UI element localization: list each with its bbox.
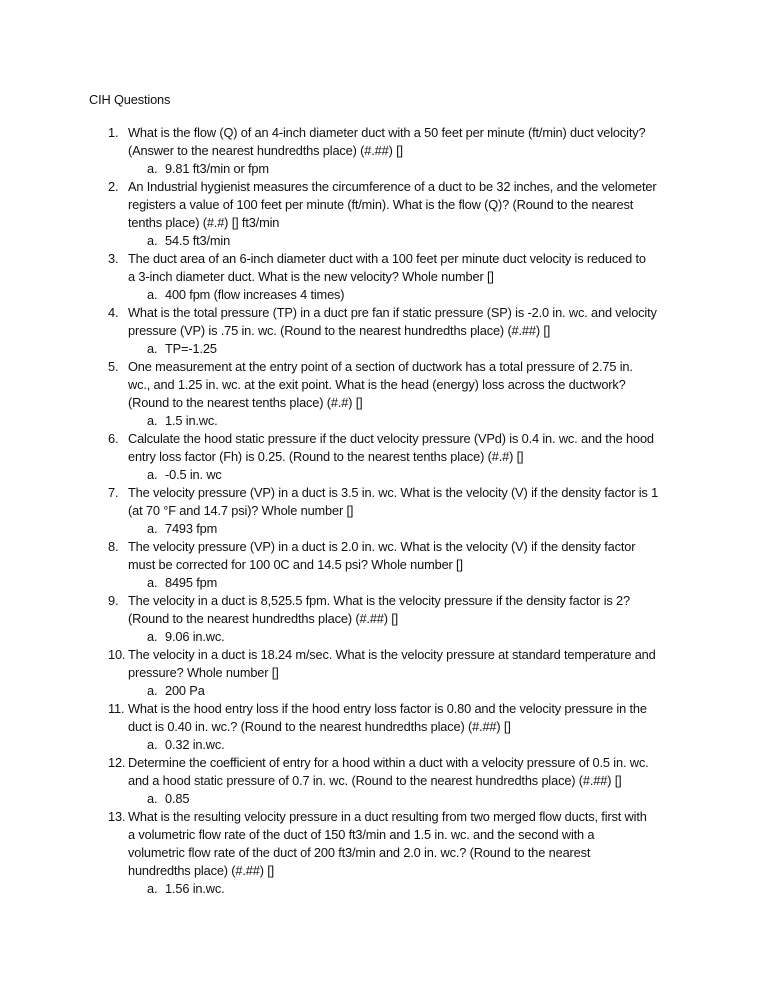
answer-line <box>0 520 768 538</box>
question-item <box>0 178 768 250</box>
question-number: 10. <box>108 647 126 662</box>
answer-line <box>0 880 768 898</box>
question-text: hundredths place) (#.##) [] <box>128 863 275 878</box>
question-text: What is the total pressure (TP) in a duct pre fan if static pressure (SP) is -2.0 in. wc. and velocity <box>128 305 657 320</box>
question-line <box>0 700 768 718</box>
question-line <box>0 646 768 664</box>
answer-text: 400 fpm (flow increases 4 times) <box>165 287 345 302</box>
answer-text: 1.56 in.wc. <box>165 881 225 896</box>
question-line <box>0 124 768 142</box>
answer-label: a. <box>147 791 158 806</box>
question-line <box>0 610 768 628</box>
question-text: tenths place) (#.#) [] ft3/min <box>128 215 280 230</box>
question-number: 13. <box>108 809 126 824</box>
question-line <box>0 826 768 844</box>
question-line <box>0 394 768 412</box>
question-line <box>0 250 768 268</box>
question-number: 3. <box>108 251 119 266</box>
question-text: (Round to the nearest tenths place) (#.#) [] <box>128 395 363 410</box>
answer-label: a. <box>147 413 158 428</box>
answer-line <box>0 340 768 358</box>
question-number: 8. <box>108 539 119 554</box>
question-item <box>0 646 768 700</box>
question-text: What is the resulting velocity pressure in a duct resulting from two merged flow ducts, first with <box>128 809 647 824</box>
answer-label: a. <box>147 737 158 752</box>
answer-line <box>0 232 768 250</box>
question-item <box>0 358 768 430</box>
answer-line <box>0 736 768 754</box>
answer-label: a. <box>147 683 158 698</box>
answer-label: a. <box>147 881 158 896</box>
question-line <box>0 592 768 610</box>
answer-label: a. <box>147 575 158 590</box>
question-line <box>0 538 768 556</box>
question-number: 1. <box>108 125 119 140</box>
answer-text: 9.06 in.wc. <box>165 629 225 644</box>
answer-text: TP=-1.25 <box>165 341 217 356</box>
answer-text: 54.5 ft3/min <box>165 233 231 248</box>
question-number: 7. <box>108 485 119 500</box>
question-item <box>0 700 768 754</box>
question-item <box>0 754 768 808</box>
answer-label: a. <box>147 629 158 644</box>
question-text: Determine the coefficient of entry for a hood within a duct with a velocity pressure of 0.5 in. wc. <box>128 755 649 770</box>
question-text: registers a value of 100 feet per minute (ft/min). What is the flow (Q)? (Round to the nearest <box>128 197 634 212</box>
answer-label: a. <box>147 467 158 482</box>
question-line <box>0 214 768 232</box>
answer-line <box>0 628 768 646</box>
question-line <box>0 718 768 736</box>
question-item <box>0 430 768 484</box>
answer-text: 7493 fpm <box>165 521 218 536</box>
question-line <box>0 178 768 196</box>
question-line <box>0 664 768 682</box>
question-item <box>0 304 768 358</box>
answer-text: 8495 fpm <box>165 575 218 590</box>
answer-line <box>0 574 768 592</box>
question-line <box>0 448 768 466</box>
question-line <box>0 484 768 502</box>
question-line <box>0 304 768 322</box>
question-text: pressure (VP) is .75 in. wc. (Round to the nearest hundredths place) (#.##) [] <box>128 323 551 338</box>
answer-text: 1.5 in.wc. <box>165 413 218 428</box>
question-item <box>0 808 768 898</box>
question-line <box>0 844 768 862</box>
question-text: The duct area of an 6-inch diameter duct with a 100 feet per minute duct velocity is reduced to <box>128 251 646 266</box>
question-item <box>0 538 768 592</box>
question-text: An Industrial hygienist measures the circumference of a duct to be 32 inches, and the velometer <box>128 179 657 194</box>
question-number: 9. <box>108 593 119 608</box>
question-line <box>0 268 768 286</box>
question-number: 6. <box>108 431 119 446</box>
answer-text: 0.32 in.wc. <box>165 737 225 752</box>
question-number: 2. <box>108 179 119 194</box>
question-text: Calculate the hood static pressure if the duct velocity pressure (VPd) is 0.4 in. wc. and the hood <box>128 431 654 446</box>
question-number: 5. <box>108 359 119 374</box>
question-text: (Answer to the nearest hundredths place) (#.##) [] <box>128 143 403 158</box>
question-line <box>0 808 768 826</box>
question-text: What is the hood entry loss if the hood entry loss factor is 0.80 and the velocity pressure in the <box>128 701 647 716</box>
question-line <box>0 196 768 214</box>
question-line <box>0 772 768 790</box>
answer-text: 0.85 <box>165 791 190 806</box>
question-text: What is the flow (Q) of an 4-inch diameter duct with a 50 feet per minute (ft/min) duct velocity? <box>128 125 646 140</box>
question-text: duct is 0.40 in. wc.? (Round to the nearest hundredths place) (#.##) [] <box>128 719 511 734</box>
answer-label: a. <box>147 521 158 536</box>
question-text: The velocity in a duct is 8,525.5 fpm. What is the velocity pressure if the density factor is 2? <box>128 593 630 608</box>
answer-line <box>0 412 768 430</box>
answer-label: a. <box>147 233 158 248</box>
answer-line <box>0 466 768 484</box>
answer-line <box>0 160 768 178</box>
question-item <box>0 124 768 178</box>
question-number: 11. <box>108 701 125 716</box>
answer-label: a. <box>147 287 158 302</box>
answer-label: a. <box>147 341 158 356</box>
question-line <box>0 556 768 574</box>
question-number: 12. <box>108 755 126 770</box>
question-line <box>0 142 768 160</box>
question-item <box>0 250 768 304</box>
question-text: wc., and 1.25 in. wc. at the exit point. What is the head (energy) loss across the ductwork? <box>128 377 626 392</box>
question-line <box>0 502 768 520</box>
question-text: One measurement at the entry point of a section of ductwork has a total pressure of 2.75 in. <box>128 359 633 374</box>
question-item <box>0 484 768 538</box>
question-line <box>0 430 768 448</box>
answer-line <box>0 682 768 700</box>
question-text: (Round to the nearest hundredths place) (#.##) [] <box>128 611 399 626</box>
question-text: The velocity in a duct is 18.24 m/sec. What is the velocity pressure at standard temperature and <box>128 647 656 662</box>
answer-line <box>0 790 768 808</box>
question-line <box>0 862 768 880</box>
question-line <box>0 376 768 394</box>
question-text: and a hood static pressure of 0.7 in. wc. (Round to the nearest hundredths place) (#.##) [] <box>128 773 622 788</box>
question-text: a 3-inch diameter duct. What is the new velocity? Whole number [] <box>128 269 494 284</box>
answer-text: -0.5 in. wc <box>165 467 222 482</box>
question-text: must be corrected for 100 0C and 14.5 psi? Whole number [] <box>128 557 463 572</box>
answer-label: a. <box>147 161 158 176</box>
question-list <box>0 124 768 898</box>
answer-text: 200 Pa <box>165 683 205 698</box>
question-text: (at 70 °F and 14.7 psi)? Whole number [] <box>128 503 354 518</box>
document-title: CIH Questions <box>89 92 171 107</box>
question-number: 4. <box>108 305 119 320</box>
question-line <box>0 754 768 772</box>
answer-text: 9.81 ft3/min or fpm <box>165 161 269 176</box>
question-text: pressure? Whole number [] <box>128 665 279 680</box>
answer-line <box>0 286 768 304</box>
question-line <box>0 358 768 376</box>
question-line <box>0 322 768 340</box>
question-text: entry loss factor (Fh) is 0.25. (Round to the nearest tenths place) (#.#) [] <box>128 449 524 464</box>
question-text: a volumetric flow rate of the duct of 150 ft3/min and 1.5 in. wc. and the second with a <box>128 827 595 842</box>
question-item <box>0 592 768 646</box>
question-text: The velocity pressure (VP) in a duct is 3.5 in. wc. What is the velocity (V) if the density factor is 1 <box>128 485 659 500</box>
question-text: volumetric flow rate of the duct of 200 ft3/min and 2.0 in. wc.? (Round to the nearest <box>128 845 591 860</box>
question-text: The velocity pressure (VP) in a duct is 2.0 in. wc. What is the velocity (V) if the density factor <box>128 539 636 554</box>
